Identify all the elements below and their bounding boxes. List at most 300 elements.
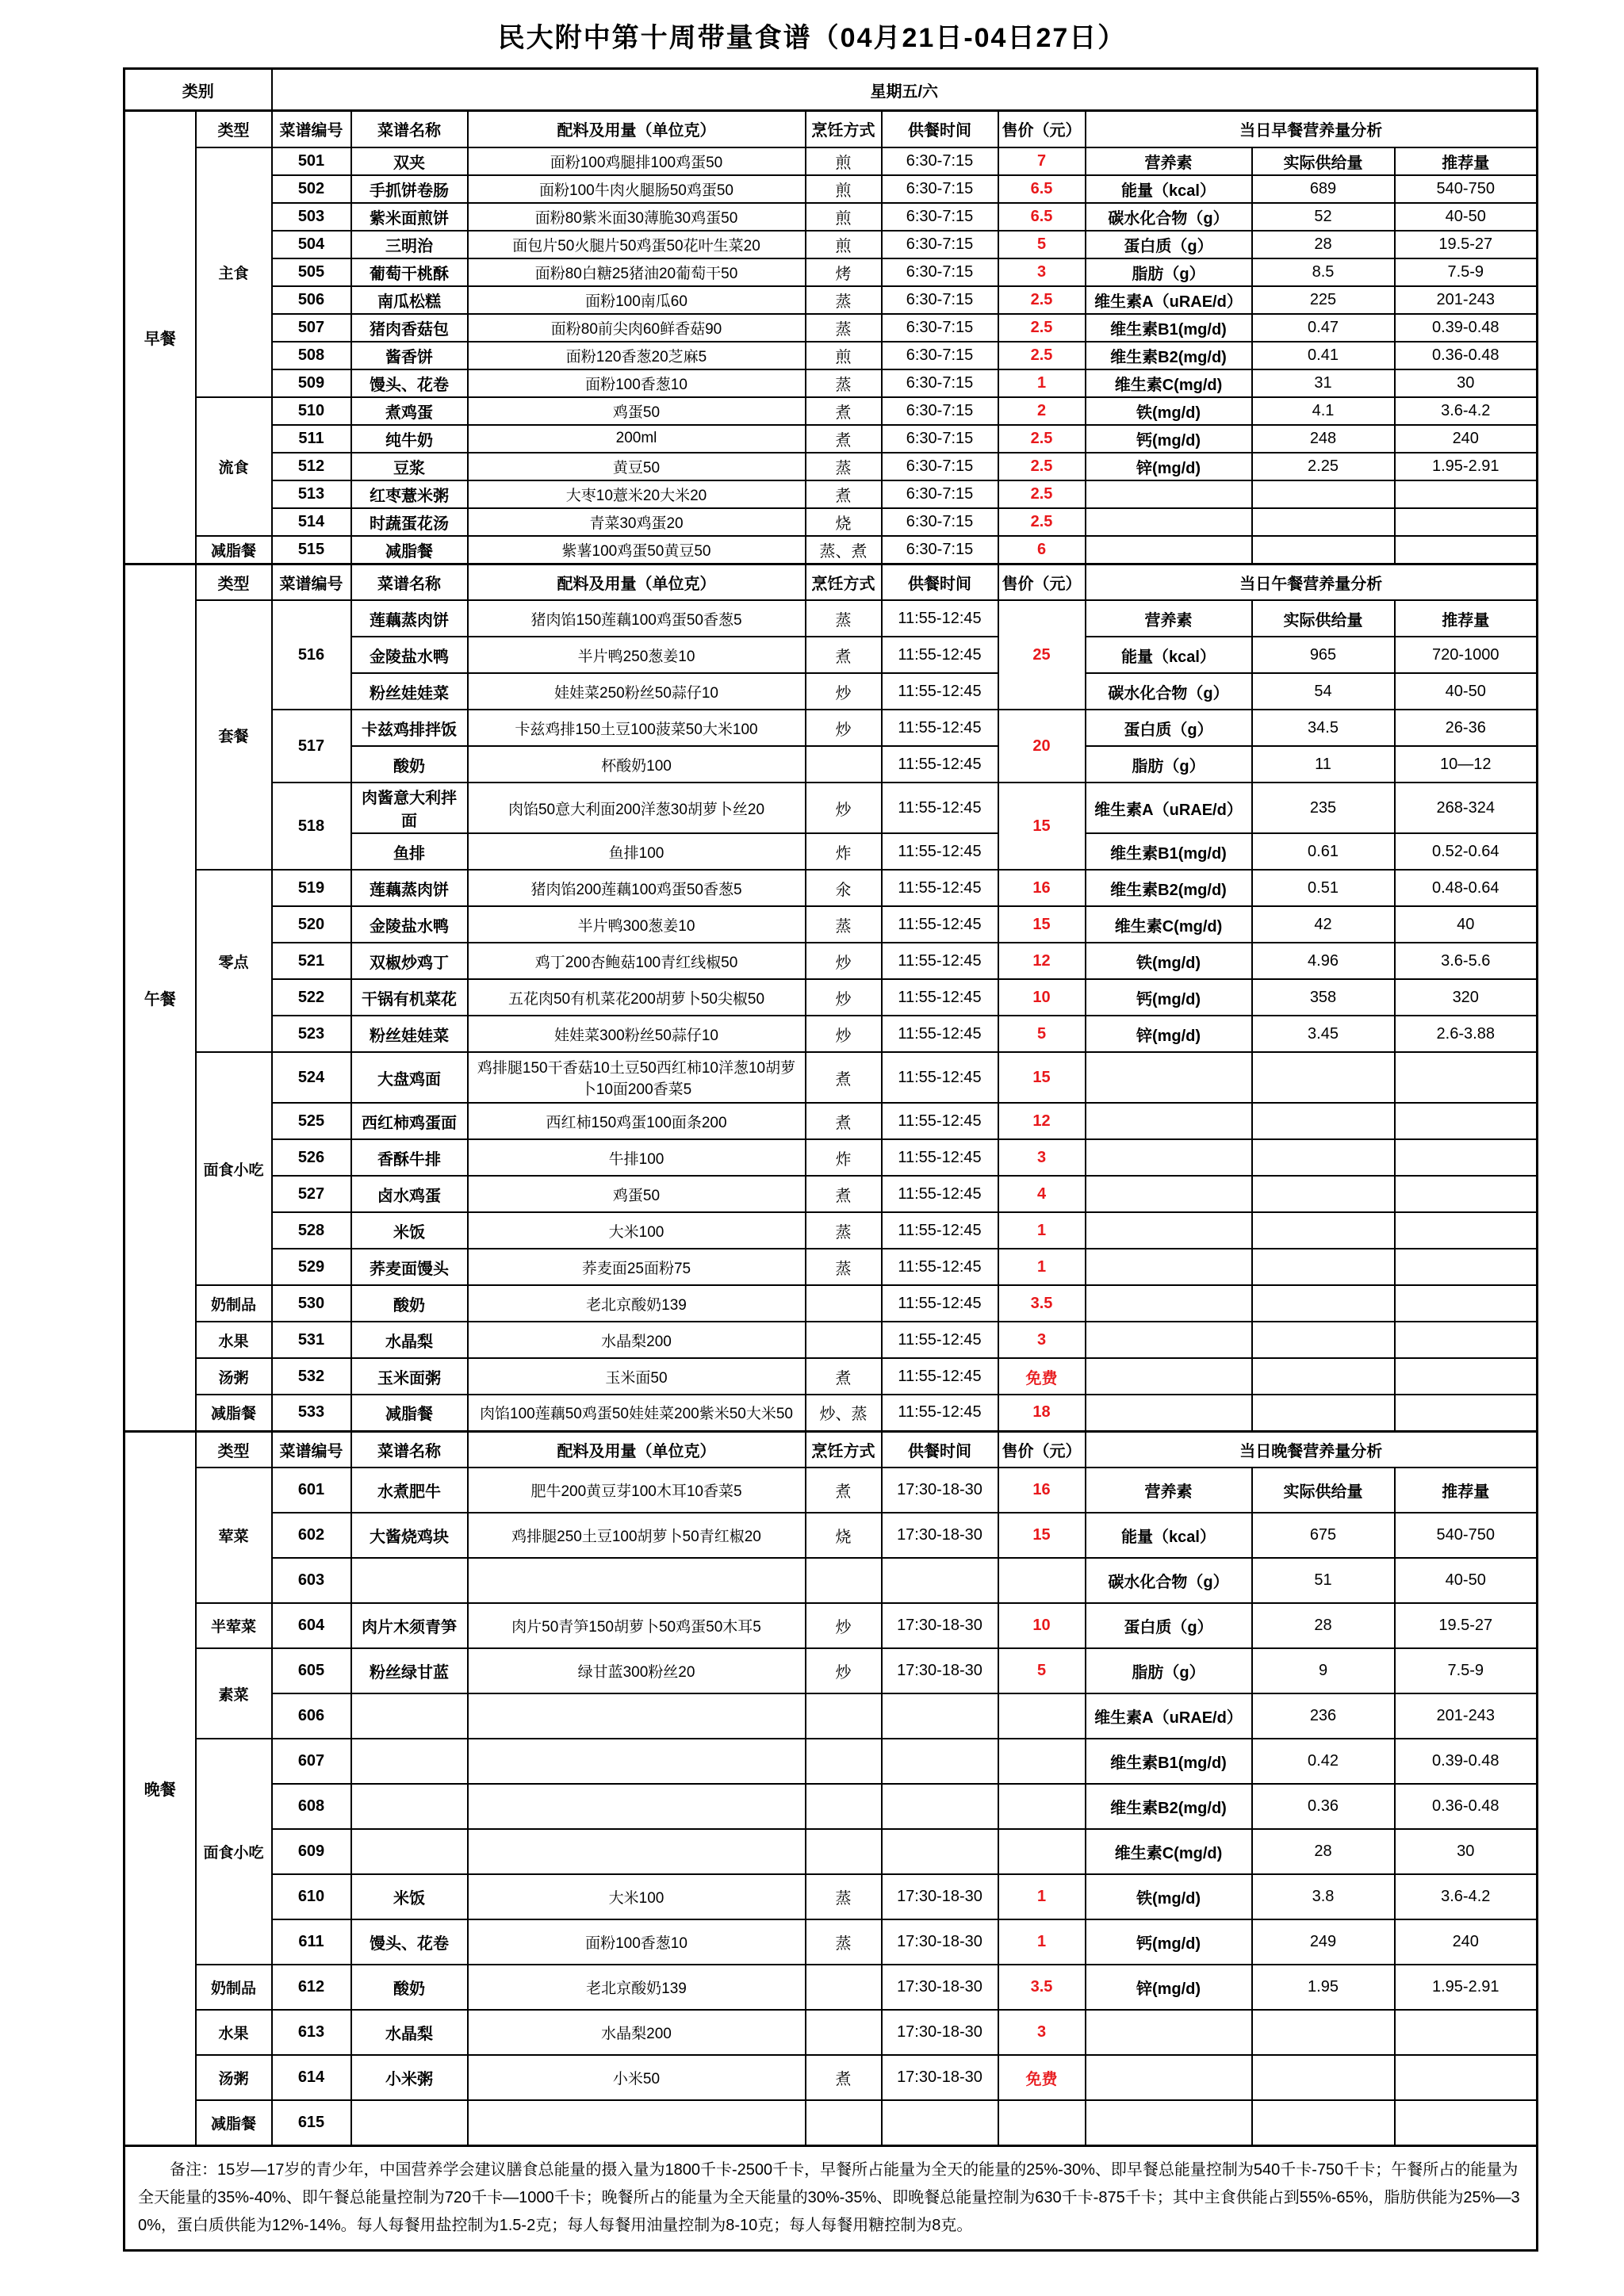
serving-time: 6:30-7:15 xyxy=(882,258,998,286)
dish-name: 馒头、花卷 xyxy=(351,1919,468,1965)
nutrient-recommended: 7.5-9 xyxy=(1395,1648,1538,1693)
section-header-row-早餐 xyxy=(124,111,1538,147)
dish-price: 16 xyxy=(998,870,1086,906)
nutrient-name: 蛋白质（g） xyxy=(1086,710,1252,746)
dish-ingredients: 水晶梨200 xyxy=(468,1322,806,1358)
nutrient-actual: 3.8 xyxy=(1252,1874,1395,1919)
empty-cell xyxy=(1086,1052,1252,1103)
serving-time xyxy=(882,1558,998,1603)
dish-code: 519 xyxy=(272,870,351,906)
nutrient-recommended: 7.5-9 xyxy=(1395,258,1538,286)
cooking-method: 煮 xyxy=(806,1468,882,1513)
nutrient-name: 维生素C(mg/d) xyxy=(1086,369,1252,397)
dish-name xyxy=(351,1784,468,1829)
serving-time: 6:30-7:15 xyxy=(882,314,998,342)
dish-ingredients: 紫薯100鸡蛋50黄豆50 xyxy=(468,536,806,564)
empty-cell xyxy=(1086,1285,1252,1322)
type-label: 汤粥 xyxy=(196,1358,272,1395)
dish-name: 肉酱意大利拌面 xyxy=(351,783,468,833)
dish-ingredients: 鸡排腿150干香菇10土豆50西红柿10洋葱10胡萝卜10面200香菜5 xyxy=(468,1052,806,1103)
nutrient-name: 维生素B1(mg/d) xyxy=(1086,314,1252,342)
empty-cell xyxy=(1252,1176,1395,1212)
cooking-method: 烧 xyxy=(806,508,882,536)
serving-time: 6:30-7:15 xyxy=(882,342,998,369)
dish-name: 三明治 xyxy=(351,231,468,258)
dish-code: 603 xyxy=(272,1558,351,1603)
nutrient-recommended: 540-750 xyxy=(1395,175,1538,203)
dish-name: 酸奶 xyxy=(351,1285,468,1322)
nutrient-name: 维生素C(mg/d) xyxy=(1086,906,1252,943)
dish-name xyxy=(351,2100,468,2145)
nutrient-name: 钙(mg/d) xyxy=(1086,1919,1252,1965)
dish-row xyxy=(124,783,1538,833)
dish-ingredients: 面粉100鸡腿排100鸡蛋50 xyxy=(468,147,806,175)
dish-name: 卡兹鸡排拌饭 xyxy=(351,710,468,746)
dish-price: 5 xyxy=(998,1016,1086,1052)
nutrient-name: 锌(mg/d) xyxy=(1086,1965,1252,2010)
cooking-method: 蒸 xyxy=(806,600,882,637)
nutrient-name: 能量（kcal） xyxy=(1086,1513,1252,1558)
col-header: 烹饪方式 xyxy=(806,564,882,600)
nutrient-recommended: 3.6-4.2 xyxy=(1395,1874,1538,1919)
cooking-method: 煎 xyxy=(806,175,882,203)
dish-code: 533 xyxy=(272,1395,351,1431)
dish-price: 1 xyxy=(998,1874,1086,1919)
dish-ingredients xyxy=(468,1558,806,1603)
cooking-method: 蒸 xyxy=(806,1919,882,1965)
cooking-method: 煎 xyxy=(806,203,882,231)
section-header-row-晚餐 xyxy=(124,1431,1538,1468)
dish-code: 526 xyxy=(272,1139,351,1176)
dish-price: 7 xyxy=(998,147,1086,175)
menu-table xyxy=(123,67,1538,2252)
empty-cell xyxy=(1252,1212,1395,1249)
dish-name: 粉丝娃娃菜 xyxy=(351,673,468,710)
dish-row xyxy=(124,1016,1538,1052)
serving-time xyxy=(882,1784,998,1829)
dish-price xyxy=(998,2100,1086,2145)
cooking-method xyxy=(806,1784,882,1829)
dish-name: 玉米面粥 xyxy=(351,1358,468,1395)
serving-time: 6:30-7:15 xyxy=(882,175,998,203)
dish-price: 1 xyxy=(998,1212,1086,1249)
nutrient-recommended: 19.5-27 xyxy=(1395,231,1538,258)
serving-time: 11:55-12:45 xyxy=(882,1176,998,1212)
type-label: 半荤菜 xyxy=(196,1603,272,1648)
serving-time: 17:30-18-30 xyxy=(882,2010,998,2055)
analysis-title: 当日早餐营养量分析 xyxy=(1086,111,1538,147)
col-header: 菜谱编号 xyxy=(272,564,351,600)
dish-name: 南瓜松糕 xyxy=(351,286,468,314)
dish-name: 红枣薏米粥 xyxy=(351,480,468,508)
dish-price: 18 xyxy=(998,1395,1086,1431)
dish-name: 卤水鸡蛋 xyxy=(351,1176,468,1212)
empty-cell xyxy=(1395,1103,1538,1139)
nutrient-name: 维生素B1(mg/d) xyxy=(1086,833,1252,870)
dish-price: 1 xyxy=(998,1249,1086,1285)
dish-row xyxy=(124,1965,1538,2010)
dish-name: 酸奶 xyxy=(351,1965,468,2010)
dish-code: 528 xyxy=(272,1212,351,1249)
empty-cell xyxy=(1395,508,1538,536)
empty-cell xyxy=(1395,1176,1538,1212)
nutrient-actual: 2.25 xyxy=(1252,453,1395,480)
type-label: 汤粥 xyxy=(196,2055,272,2100)
dish-ingredients: 老北京酸奶139 xyxy=(468,1285,806,1322)
col-header: 售价（元） xyxy=(998,111,1086,147)
serving-time: 11:55-12:45 xyxy=(882,1249,998,1285)
dish-ingredients: 猪肉馅150莲藕100鸡蛋50香葱5 xyxy=(468,600,806,637)
dish-row xyxy=(124,870,1538,906)
col-header: 售价（元） xyxy=(998,1431,1086,1468)
empty-cell xyxy=(1395,1358,1538,1395)
dish-ingredients: 五花肉50有机菜花200胡萝卜50尖椒50 xyxy=(468,979,806,1016)
dish-row xyxy=(124,710,1538,746)
dish-price: 1 xyxy=(998,369,1086,397)
dish-name: 水煮肥牛 xyxy=(351,1468,468,1513)
dish-code: 521 xyxy=(272,943,351,979)
dish-row xyxy=(124,1052,1538,1103)
dish-ingredients: 200ml xyxy=(468,425,806,453)
cooking-method: 烤 xyxy=(806,258,882,286)
dish-ingredients: 娃娃菜300粉丝50蒜仔10 xyxy=(468,1016,806,1052)
dish-name: 小米粥 xyxy=(351,2055,468,2100)
dish-price: 2.5 xyxy=(998,508,1086,536)
cooking-method xyxy=(806,2100,882,2145)
serving-time: 6:30-7:15 xyxy=(882,425,998,453)
nutrient-name: 铁(mg/d) xyxy=(1086,397,1252,425)
dish-name: 肉片木须青笋 xyxy=(351,1603,468,1648)
cooking-method: 煮 xyxy=(806,425,882,453)
dish-code: 509 xyxy=(272,369,351,397)
col-header: 配料及用量（单位克） xyxy=(468,564,806,600)
dish-price: 2.5 xyxy=(998,314,1086,342)
nutrient-actual: 235 xyxy=(1252,783,1395,833)
nutrient-recommended: 320 xyxy=(1395,979,1538,1016)
empty-cell xyxy=(1395,480,1538,508)
dish-row xyxy=(124,369,1538,397)
dish-price: 3 xyxy=(998,1139,1086,1176)
dish-row xyxy=(124,1739,1538,1784)
empty-cell xyxy=(1395,536,1538,564)
empty-cell xyxy=(1252,1249,1395,1285)
dish-name: 酸奶 xyxy=(351,746,468,783)
dish-name: 西红柿鸡蛋面 xyxy=(351,1103,468,1139)
dish-price: 10 xyxy=(998,979,1086,1016)
dish-row xyxy=(124,342,1538,369)
serving-time: 11:55-12:45 xyxy=(882,1322,998,1358)
dish-row xyxy=(124,979,1538,1016)
dish-price: 15 xyxy=(998,783,1086,870)
nutrient-recommended: 10—12 xyxy=(1395,746,1538,783)
nutrition-col-header: 推荐量 xyxy=(1395,147,1538,175)
dish-price: 4 xyxy=(998,1176,1086,1212)
empty-cell xyxy=(1395,1395,1538,1431)
nutrient-actual: 0.61 xyxy=(1252,833,1395,870)
dish-code: 514 xyxy=(272,508,351,536)
meal-label: 午餐 xyxy=(124,564,196,1431)
dish-ingredients: 半片鸭250葱姜10 xyxy=(468,637,806,673)
nutrient-actual: 28 xyxy=(1252,231,1395,258)
nutrient-name: 维生素B2(mg/d) xyxy=(1086,870,1252,906)
cooking-method: 蒸 xyxy=(806,906,882,943)
dish-row xyxy=(124,1176,1538,1212)
type-label: 流食 xyxy=(196,397,272,536)
empty-cell xyxy=(1086,2055,1252,2100)
type-label: 荤菜 xyxy=(196,1468,272,1603)
dish-row xyxy=(124,286,1538,314)
dish-name xyxy=(351,1558,468,1603)
nutrition-col-header: 推荐量 xyxy=(1395,1468,1538,1513)
category-header: 类别 xyxy=(124,69,272,111)
dish-name: 荞麦面馒头 xyxy=(351,1249,468,1285)
empty-cell xyxy=(1395,2055,1538,2100)
dish-ingredients: 面粉120香葱20芝麻5 xyxy=(468,342,806,369)
nutrient-name: 钙(mg/d) xyxy=(1086,425,1252,453)
dish-code: 601 xyxy=(272,1468,351,1513)
serving-time: 17:30-18-30 xyxy=(882,1513,998,1558)
cooking-method: 煎 xyxy=(806,147,882,175)
dish-price: 免费 xyxy=(998,2055,1086,2100)
serving-time: 11:55-12:45 xyxy=(882,1212,998,1249)
dish-code: 609 xyxy=(272,1829,351,1874)
dish-row xyxy=(124,1395,1538,1431)
dish-price: 3.5 xyxy=(998,1285,1086,1322)
serving-time: 11:55-12:45 xyxy=(882,673,998,710)
cooking-method: 煎 xyxy=(806,231,882,258)
nutrient-recommended: 240 xyxy=(1395,1919,1538,1965)
empty-cell xyxy=(1086,536,1252,564)
nutrient-actual: 358 xyxy=(1252,979,1395,1016)
empty-cell xyxy=(1395,2010,1538,2055)
dish-row xyxy=(124,1784,1538,1829)
empty-cell xyxy=(1086,2100,1252,2145)
cooking-method: 蒸 xyxy=(806,1249,882,1285)
serving-time: 11:55-12:45 xyxy=(882,637,998,673)
dish-code: 604 xyxy=(272,1603,351,1648)
dish-ingredients: 大米100 xyxy=(468,1874,806,1919)
col-header: 菜谱名称 xyxy=(351,111,468,147)
dish-name xyxy=(351,1693,468,1739)
dish-ingredients: 绿甘蓝300粉丝20 xyxy=(468,1648,806,1693)
nutrient-actual: 689 xyxy=(1252,175,1395,203)
cooking-method: 蒸 xyxy=(806,286,882,314)
cooking-method xyxy=(806,1739,882,1784)
dish-ingredients: 杯酸奶100 xyxy=(468,746,806,783)
serving-time: 6:30-7:15 xyxy=(882,397,998,425)
empty-cell xyxy=(1252,1322,1395,1358)
dish-name: 鱼排 xyxy=(351,833,468,870)
dish-price: 2.5 xyxy=(998,480,1086,508)
nutrient-actual: 4.1 xyxy=(1252,397,1395,425)
dish-name: 豆浆 xyxy=(351,453,468,480)
nutrient-recommended: 40-50 xyxy=(1395,1558,1538,1603)
dish-name: 粉丝娃娃菜 xyxy=(351,1016,468,1052)
nutrient-recommended: 720-1000 xyxy=(1395,637,1538,673)
nutrient-recommended: 30 xyxy=(1395,369,1538,397)
cooking-method xyxy=(806,1285,882,1322)
cooking-method: 蒸 xyxy=(806,453,882,480)
type-label: 奶制品 xyxy=(196,1965,272,2010)
dish-row xyxy=(124,1322,1538,1358)
dish-row xyxy=(124,1874,1538,1919)
dish-code: 614 xyxy=(272,2055,351,2100)
dish-name: 减脂餐 xyxy=(351,536,468,564)
nutrient-recommended: 0.39-0.48 xyxy=(1395,1739,1538,1784)
dish-code: 522 xyxy=(272,979,351,1016)
dish-code: 615 xyxy=(272,2100,351,2145)
dish-row xyxy=(124,1513,1538,1558)
nutrient-actual: 249 xyxy=(1252,1919,1395,1965)
dish-ingredients: 面粉80前尖肉60鲜香菇90 xyxy=(468,314,806,342)
nutrient-name: 维生素B2(mg/d) xyxy=(1086,342,1252,369)
col-header: 售价（元） xyxy=(998,564,1086,600)
dish-code: 513 xyxy=(272,480,351,508)
dish-code: 531 xyxy=(272,1322,351,1358)
dish-name: 煮鸡蛋 xyxy=(351,397,468,425)
dish-code: 530 xyxy=(272,1285,351,1322)
dish-ingredients: 牛排100 xyxy=(468,1139,806,1176)
serving-time: 17:30-18-30 xyxy=(882,1648,998,1693)
dish-row xyxy=(124,175,1538,203)
dish-name: 香酥牛排 xyxy=(351,1139,468,1176)
dish-name: 双夹 xyxy=(351,147,468,175)
empty-cell xyxy=(1086,1322,1252,1358)
dish-code: 512 xyxy=(272,453,351,480)
dish-row xyxy=(124,1285,1538,1322)
cooking-method: 蒸、煮 xyxy=(806,536,882,564)
dish-ingredients xyxy=(468,1784,806,1829)
dish-ingredients xyxy=(468,2100,806,2145)
nutrient-actual: 4.96 xyxy=(1252,943,1395,979)
cooking-method: 氽 xyxy=(806,870,882,906)
cooking-method: 蒸 xyxy=(806,1874,882,1919)
type-label: 水果 xyxy=(196,2010,272,2055)
dish-price: 5 xyxy=(998,231,1086,258)
empty-cell xyxy=(1252,2010,1395,2055)
dish-row xyxy=(124,258,1538,286)
dish-code: 518 xyxy=(272,783,351,870)
dish-price: 6.5 xyxy=(998,203,1086,231)
nutrient-recommended: 540-750 xyxy=(1395,1513,1538,1558)
dish-row xyxy=(124,147,1538,175)
dish-ingredients: 鸡蛋50 xyxy=(468,397,806,425)
dish-name: 莲藕蒸肉饼 xyxy=(351,870,468,906)
cooking-method: 炸 xyxy=(806,833,882,870)
nutrient-actual: 225 xyxy=(1252,286,1395,314)
serving-time: 17:30-18-30 xyxy=(882,1603,998,1648)
cooking-method: 煮 xyxy=(806,1103,882,1139)
nutrient-actual: 236 xyxy=(1252,1693,1395,1739)
dish-name: 酱香饼 xyxy=(351,342,468,369)
col-header: 烹饪方式 xyxy=(806,111,882,147)
dish-row xyxy=(124,1103,1538,1139)
dish-price: 2.5 xyxy=(998,342,1086,369)
empty-cell xyxy=(1086,1249,1252,1285)
empty-cell xyxy=(1252,1358,1395,1395)
nutrient-actual: 31 xyxy=(1252,369,1395,397)
dish-price xyxy=(998,1558,1086,1603)
nutrition-col-header: 实际供给量 xyxy=(1252,147,1395,175)
nutrition-col-header: 营养素 xyxy=(1086,147,1252,175)
nutrient-actual: 28 xyxy=(1252,1603,1395,1648)
serving-time: 6:30-7:15 xyxy=(882,536,998,564)
nutrient-recommended: 240 xyxy=(1395,425,1538,453)
dish-price xyxy=(998,1829,1086,1874)
serving-time: 11:55-12:45 xyxy=(882,746,998,783)
dish-ingredients: 荞麦面25面粉75 xyxy=(468,1249,806,1285)
serving-time: 11:55-12:45 xyxy=(882,1358,998,1395)
dish-price: 2.5 xyxy=(998,286,1086,314)
col-header: 类型 xyxy=(196,1431,272,1468)
dish-ingredients: 青菜30鸡蛋20 xyxy=(468,508,806,536)
dish-price: 15 xyxy=(998,906,1086,943)
dish-row xyxy=(124,2100,1538,2145)
empty-cell xyxy=(1252,1052,1395,1103)
col-header: 配料及用量（单位克） xyxy=(468,111,806,147)
nutrient-actual: 54 xyxy=(1252,673,1395,710)
serving-time: 6:30-7:15 xyxy=(882,508,998,536)
dish-row xyxy=(124,943,1538,979)
serving-time: 6:30-7:15 xyxy=(882,286,998,314)
dish-row xyxy=(124,1249,1538,1285)
dish-code: 501 xyxy=(272,147,351,175)
nutrient-name: 脂肪（g） xyxy=(1086,1648,1252,1693)
nutrient-recommended: 1.95-2.91 xyxy=(1395,1965,1538,2010)
dish-code: 523 xyxy=(272,1016,351,1052)
nutrient-name: 锌(mg/d) xyxy=(1086,1016,1252,1052)
dish-row xyxy=(124,1558,1538,1603)
dish-code: 610 xyxy=(272,1874,351,1919)
dish-row xyxy=(124,536,1538,564)
dish-ingredients: 大米100 xyxy=(468,1212,806,1249)
nutrient-recommended: 0.48-0.64 xyxy=(1395,870,1538,906)
nutrition-col-header: 实际供给量 xyxy=(1252,1468,1395,1513)
dish-price: 3.5 xyxy=(998,1965,1086,2010)
dish-name: 时蔬蛋花汤 xyxy=(351,508,468,536)
dish-code: 504 xyxy=(272,231,351,258)
serving-time xyxy=(882,1739,998,1784)
serving-time: 11:55-12:45 xyxy=(882,870,998,906)
type-label: 减脂餐 xyxy=(196,536,272,564)
dish-row xyxy=(124,1829,1538,1874)
empty-cell xyxy=(1086,1139,1252,1176)
nutrient-recommended: 0.52-0.64 xyxy=(1395,833,1538,870)
serving-time: 6:30-7:15 xyxy=(882,203,998,231)
cooking-method: 煮 xyxy=(806,2055,882,2100)
dish-row xyxy=(124,314,1538,342)
dish-code: 607 xyxy=(272,1739,351,1784)
serving-time: 11:55-12:45 xyxy=(882,783,998,833)
cooking-method: 煮 xyxy=(806,1176,882,1212)
col-header: 菜谱编号 xyxy=(272,1431,351,1468)
col-header: 类型 xyxy=(196,564,272,600)
dish-price: 2.5 xyxy=(998,425,1086,453)
dish-price xyxy=(998,1693,1086,1739)
nutrient-actual: 0.41 xyxy=(1252,342,1395,369)
dish-row xyxy=(124,203,1538,231)
dish-ingredients: 肉馅100莲藕50鸡蛋50娃娃菜200紫米50大米50 xyxy=(468,1395,806,1431)
cooking-method: 炒 xyxy=(806,1016,882,1052)
empty-cell xyxy=(1395,1052,1538,1103)
empty-cell xyxy=(1395,1139,1538,1176)
cooking-method xyxy=(806,1558,882,1603)
dish-name xyxy=(351,1739,468,1784)
nutrient-name: 维生素B1(mg/d) xyxy=(1086,1739,1252,1784)
nutrient-recommended: 2.6-3.88 xyxy=(1395,1016,1538,1052)
nutrient-actual: 248 xyxy=(1252,425,1395,453)
nutrient-actual: 51 xyxy=(1252,1558,1395,1603)
